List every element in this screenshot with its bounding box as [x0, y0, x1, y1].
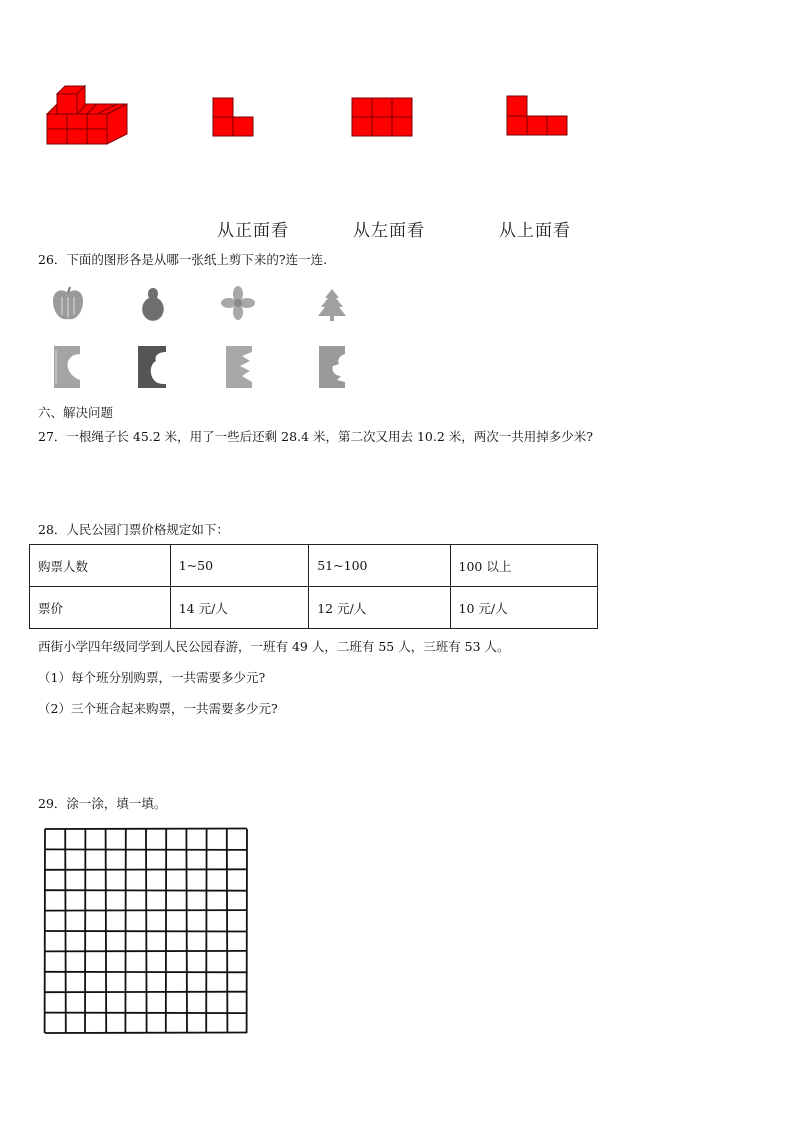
question-28-sub1: （1）每个班分别购票，一共需要多少元?	[38, 670, 266, 685]
cube-solid-figure	[44, 84, 128, 148]
grid-line-horizontal	[45, 1013, 247, 1014]
question-26: 26．下面的图形各是从哪一张纸上剪下来的?连一连.	[38, 252, 328, 267]
tree-shape	[315, 287, 349, 323]
question-28-info: 西街小学四年级同学到人民公园春游，一班有 49 人，二班有 55 人，三班有 53 人。	[38, 639, 510, 654]
front-view-label: 从正面看	[217, 221, 289, 241]
question-28-sub2: （2）三个班合起来购票，一共需要多少元?	[38, 701, 278, 716]
table-cell: 12 元/人	[309, 587, 450, 629]
left-view-shape	[351, 97, 413, 138]
folded-paper-4	[317, 344, 347, 390]
table-cell: 1~50	[170, 545, 309, 587]
question-27: 27．一根绳子长 45.2 米，用了一些后还剩 28.4 米，第二次又用去 10.2 米，两次一共用掉多少米?	[38, 429, 593, 444]
grid-line-horizontal	[45, 972, 247, 973]
grid-line-horizontal	[45, 992, 247, 993]
folded-paper-3	[224, 344, 254, 390]
ticket-price-table	[29, 544, 598, 629]
coloring-grid[interactable]	[43, 827, 249, 1035]
table-row	[30, 545, 598, 587]
section-six-title: 六、解决问题	[38, 405, 114, 420]
grid-line-horizontal	[45, 931, 247, 932]
table-row	[30, 587, 598, 629]
folded-paper-2	[136, 344, 168, 390]
top-view-shape	[506, 95, 568, 137]
folded-paper-1	[52, 344, 82, 390]
apple-shape	[50, 285, 86, 323]
front-view-shape	[212, 97, 255, 138]
question-29: 29．涂一涂，填一填。	[38, 796, 167, 811]
question-28: 28．人民公园门票价格规定如下：	[38, 522, 229, 537]
table-cell: 51~100	[309, 545, 450, 587]
table-cell: 票价	[30, 587, 171, 629]
table-cell: 10 元/人	[450, 587, 597, 629]
left-view-label: 从左面看	[353, 221, 425, 241]
grid-line-vertical	[227, 829, 228, 1033]
grid-line-vertical	[186, 829, 187, 1033]
table-cell: 购票人数	[30, 545, 171, 587]
flower-shape	[220, 285, 256, 321]
grid-line-horizontal	[45, 829, 247, 830]
grid-line-horizontal	[45, 951, 247, 952]
table-cell: 100 以上	[450, 545, 597, 587]
table-cell: 14 元/人	[170, 587, 309, 629]
gourd-shape	[136, 285, 170, 323]
grid-line-horizontal	[45, 1033, 247, 1034]
top-view-label: 从上面看	[499, 221, 571, 241]
